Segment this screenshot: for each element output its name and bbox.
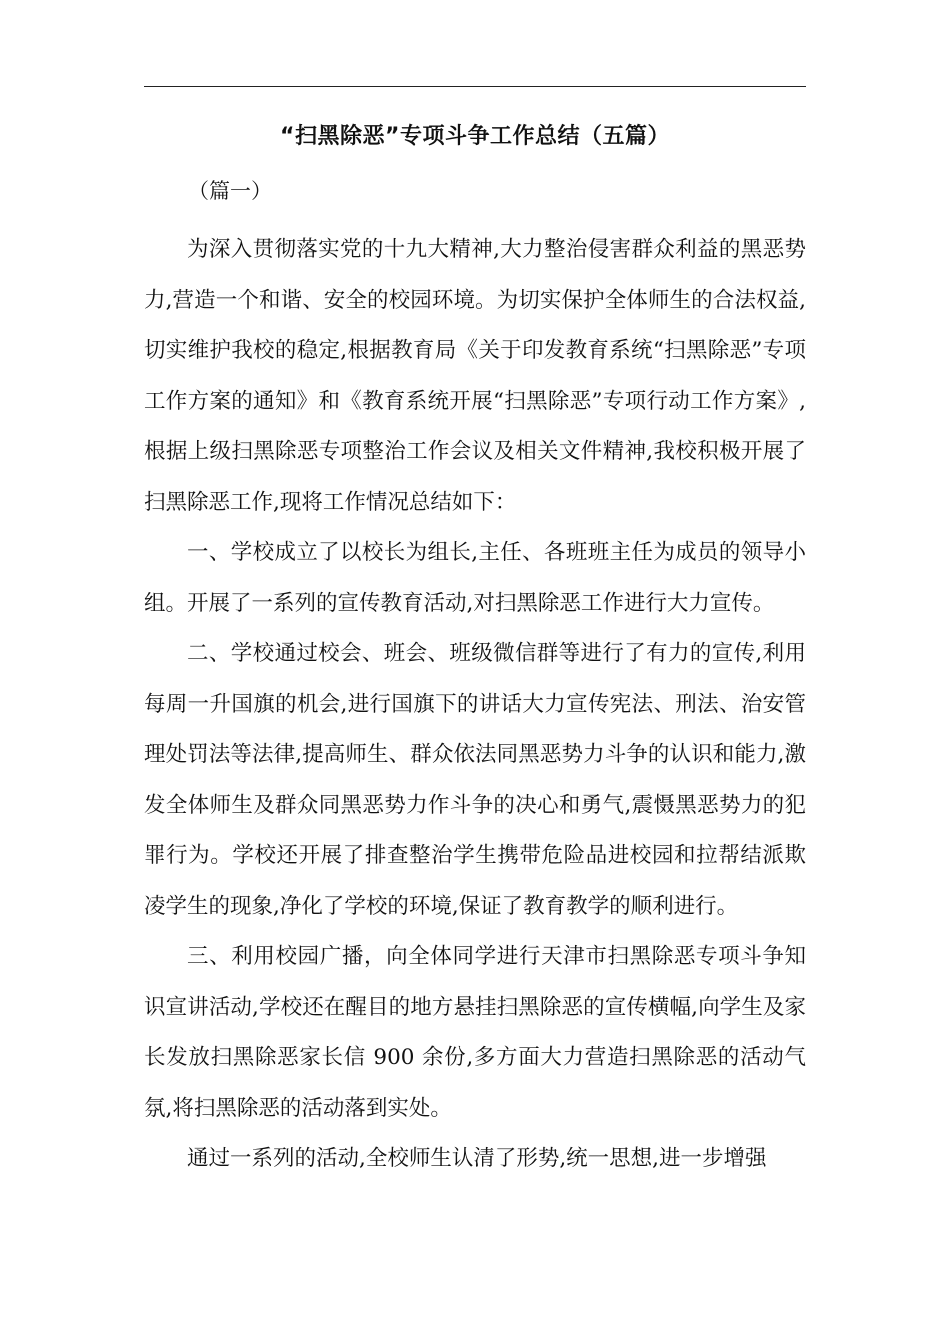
document-body xyxy=(144,225,806,1185)
paragraph-three: 三、利用校园广播，向全体同学进行天津市扫黑除恶专项斗争知识宣讲活动,学校还在醒目的地方悬挂扫黑除恶的宣传横幅,向学生及家长发放扫黑除恶家长信 900 余份,多方面大力营造扫黑除恶的活动气氛,将扫黑除恶的活动落到实处。 xyxy=(144,944,806,1121)
section-label: （篇一） xyxy=(188,179,272,203)
paragraph-one: 一、学校成立了以校长为组长,主任、各班班主任为成员的领导小组。开展了一系列的宣传教育活动,对扫黑除恶工作进行大力宣传。 xyxy=(144,540,806,616)
paragraph-two: 二、学校通过校会、班会、班级微信群等进行了有力的宣传,利用每周一升国旗的机会,进行国旗下的讲话大力宣传宪法、刑法、治安管理处罚法等法律,提高师生、群众依法同黑恶势力斗争的认识和能力,激发全体师生及群众同黑恶势力作斗争的决心和勇气,震慑黑恶势力的犯罪行为。学校还开展了排查整治学生携带危险品进校园和拉帮结派欺凌学生的现象,净化了学校的环境,保证了教育教学的顺利进行。 xyxy=(144,641,806,919)
paragraph-intro: 为深入贯彻落实党的十九大精神,大力整治侵害群众利益的黑恶势力,营造一个和谐、安全的校园环境。为切实保护全体师生的合法权益,切实维护我校的稳定,根据教育局《关于印发教育系统“扫黑除恶”专项工作方案的通知》和《教育系统开展“扫黑除恶”专项行动工作方案》,根据上级扫黑除恶专项整治工作会议及相关文件精神,我校积极开展了扫黑除恶工作,现将工作情况总结如下： xyxy=(144,237,806,515)
header-rule xyxy=(144,86,806,87)
document-title: “扫黑除恶”专项斗争工作总结（五篇） xyxy=(280,124,670,149)
paragraph-conclusion: 通过一系列的活动,全校师生认清了形势,统一思想,进一步增强 xyxy=(187,1146,767,1171)
